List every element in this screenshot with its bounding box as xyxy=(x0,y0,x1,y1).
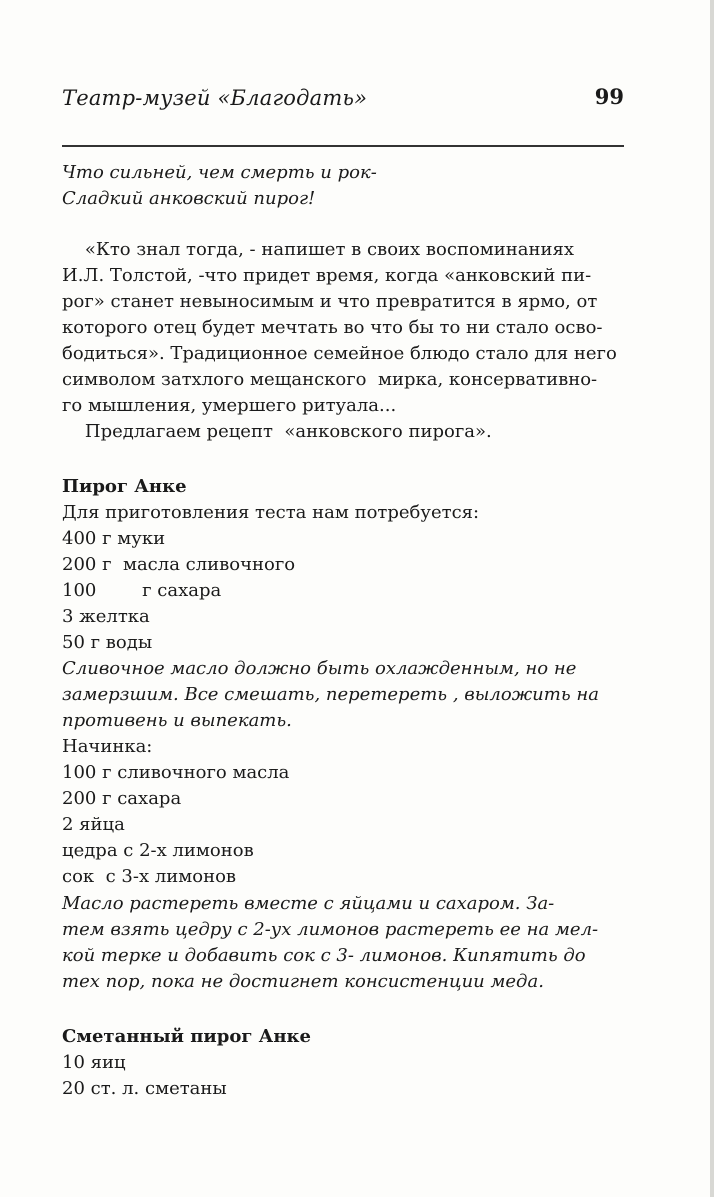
ingredient-line: 20 ст. л. сметаны xyxy=(62,1078,227,1099)
body-line: го мышления, умершего ритуала... xyxy=(62,395,397,416)
instruction-line: кой терке и добавить сок с 3- лимонов. Кипятить до xyxy=(62,945,586,966)
body-line: «Кто знал тогда, - напишет в своих воспоминаниях xyxy=(62,239,575,260)
instruction-line: тем взять цедру с 2-ух лимонов растереть ее на мел- xyxy=(62,919,599,940)
body-line: И.Л. Толстой, -что придет время, когда «анковский пи- xyxy=(62,265,592,286)
instruction-line: Сливочное масло должно быть охлажденным, но не xyxy=(62,658,577,679)
body-line: символом затхлого мещанского мирка, консервативно- xyxy=(62,369,598,390)
running-header-title: Театр-музей «Благодать» xyxy=(62,86,368,110)
body-line: которого отец будет мечтать во что бы то ни стало осво- xyxy=(62,317,603,338)
ingredient-line: 2 яйца xyxy=(62,814,125,835)
filling-intro: Начинка: xyxy=(62,736,153,757)
body-line: Предлагаем рецепт «анковского пирога». xyxy=(62,421,492,442)
ingredient-line: 400 г муки xyxy=(62,528,166,549)
ingredient-line: сок с 3-х лимонов xyxy=(62,866,237,887)
body-line: бодиться». Традиционное семейное блюдо стало для него xyxy=(62,343,617,364)
body-line: рог» станет невыносимым и что превратится в ярмо, от xyxy=(62,291,598,312)
ingredient-line: 100 г сахара xyxy=(62,580,222,601)
recipe-title: Сметанный пирог Анке xyxy=(62,1026,311,1047)
epigraph-line: Сладкий анковский пирог! xyxy=(62,188,316,209)
instruction-line: Масло растереть вместе с яйцами и сахаром. За- xyxy=(62,893,555,914)
instruction-line: замерзшим. Все смешать, перетереть , выложить на xyxy=(62,684,599,705)
page-edge-shadow xyxy=(710,0,714,1197)
instruction-line: тех пор, пока не достигнет консистенции меда. xyxy=(62,971,544,992)
ingredient-line: 50 г воды xyxy=(62,632,153,653)
header-rule xyxy=(62,145,624,147)
epigraph-line: Что сильней, чем смерть и рок- xyxy=(62,162,377,183)
page-number: 99 xyxy=(594,84,624,109)
ingredient-line: 10 яиц xyxy=(62,1052,126,1073)
recipe-title: Пирог Анке xyxy=(62,476,187,497)
ingredient-line: 3 желтка xyxy=(62,606,150,627)
dough-intro: Для приготовления теста нам потребуется: xyxy=(62,502,480,523)
ingredient-line: 100 г сливочного масла xyxy=(62,762,290,783)
ingredient-line: 200 г масла сливочного xyxy=(62,554,296,575)
ingredient-line: 200 г сахара xyxy=(62,788,182,809)
instruction-line: противень и выпекать. xyxy=(62,710,292,731)
ingredient-line: цедра с 2-х лимонов xyxy=(62,840,254,861)
